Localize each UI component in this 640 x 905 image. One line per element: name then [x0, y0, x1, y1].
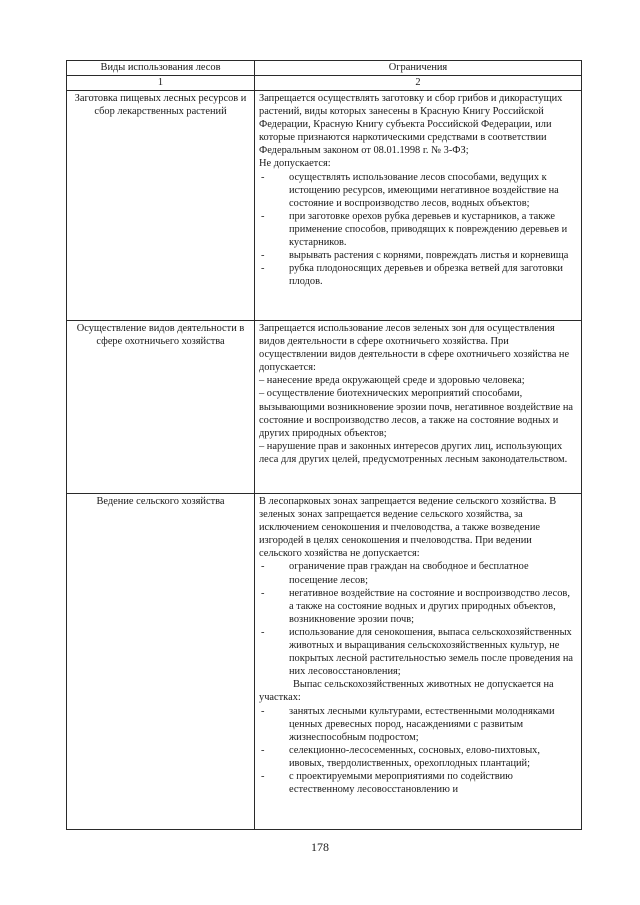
list-item-text: занятых лесными культурами, естественными молодняками ценных древесных пород, насаждениями с развитым жизнеспособным подростом;: [289, 705, 555, 743]
restriction-text: В лесопарковых зонах запрещается ведение сельского хозяйства. В зеленых зонах запрещается ведение сельского хозяйства, за исключением сенокошения и пчеловодства, а также возведение изгородей в целях сенокошения и пчеловодства. При ведении сельского хозяйства не допускается:: [259, 496, 557, 560]
restriction-text: Не допускается:: [259, 158, 331, 170]
list-item-text: негативное воздействие на состояние и воспроизводство лесов, а также на состояние водных и других природных объектов, возникновение эрозии почв;: [289, 587, 570, 625]
dash-marker: -: [261, 171, 265, 183]
list-item: [259, 210, 577, 249]
table-row: [67, 321, 582, 494]
dash-marker: -: [261, 626, 265, 638]
restriction-text: Запрещается осуществлять заготовку и сбор грибов и дикорастущих растений, виды которых занесены в Красную Книгу Российской Федерации, Красную Книгу субъекта Российской Федерации, или которые признаются наркотическими средствами в соответствии Федеральным законом от 08.01.1998 г. № 3-ФЗ;: [259, 93, 563, 157]
restrictions-cell: [255, 494, 582, 830]
list-item: [259, 705, 577, 744]
dash-marker: -: [261, 210, 265, 222]
forest-use-cell: Ведение сельского хозяйства: [67, 494, 255, 830]
restriction-text: – нарушение прав и законных интересов других лиц, использующих леса для других целей, предусмотренных лесным законодательством.: [259, 440, 568, 465]
list-item-text: при заготовке орехов рубка деревьев и кустарников, а также применение способов, приводящих к повреждению деревьев и кустарников.: [289, 210, 568, 249]
restriction-text: – осуществление биотехнических мероприятий способами, вызывающими возникновение эрозии почв, негативное воздействие на состояние и воспроизводство лесов, а также на состояние водных и других природных объектов;: [259, 388, 574, 439]
list-item: [259, 171, 577, 210]
header-col-restrictions: Ограничения: [255, 61, 582, 76]
dash-marker: -: [261, 770, 265, 782]
list-item-text: селекционно-лесосеменных, сосновых, елово-пихтовых, ивовых, твердолиственных, орехоплодных плантаций;: [289, 744, 540, 769]
restrictions-cell: [255, 91, 582, 321]
list-item-text: рубка плодоносящих деревьев и обрезка ветвей для заготовки плодов.: [289, 263, 563, 288]
restriction-text: Выпас сельскохозяйственных животных не допускается на участках:: [259, 679, 554, 704]
forest-use-cell: Осуществление видов деятельности в сфере охотничьего хозяйства: [67, 321, 255, 494]
list-item: [259, 587, 577, 626]
page-number: 178: [311, 840, 329, 854]
header-col-use: Виды использования лесов: [67, 61, 255, 76]
number-col-1: 1: [67, 76, 255, 91]
list-item: [259, 262, 577, 288]
restrictions-table: [66, 60, 582, 830]
restriction-text: – нанесение вреда окружающей среде и здоровью человека;: [259, 375, 525, 387]
dash-marker: -: [261, 263, 265, 275]
restriction-text: Запрещается использование лесов зеленых зон для осуществления видов деятельности в сфере охотничьего хозяйства. При осуществлении видов деятельности в сфере охотничьего хозяйства не допускается:: [259, 323, 570, 374]
dash-marker: -: [261, 744, 265, 756]
restrictions-cell: [255, 321, 582, 494]
list-item: [259, 249, 577, 262]
list-item-text: использование для сенокошения, выпаса сельскохозяйственных животных и выращивания сельскохозяйственных культур, не покрытых лесной растительностью земель после проведения на них лесовосстановления;: [289, 626, 574, 678]
dash-marker: -: [261, 561, 265, 573]
list-item-text: осуществлять использование лесов способами, ведущих к истощению ресурсов, имеющими негативное воздействие на состояние и воспроизводство лесов, водных объектов;: [289, 171, 559, 209]
list-item-text: ограничение прав граждан на свободное и бесплатное посещение лесов;: [289, 561, 529, 586]
forest-use-cell: Заготовка пищевых лесных ресурсов и сбор лекарственных растений: [67, 91, 255, 321]
list-item: [259, 770, 577, 796]
dash-marker: -: [261, 705, 265, 717]
list-item: [259, 560, 577, 586]
table-row: [67, 91, 582, 321]
list-item: [259, 626, 577, 678]
list-item: [259, 744, 577, 770]
list-item-text: с проектируемыми мероприятиями по содействию естественному лесовосстановлению и: [289, 770, 513, 796]
number-col-2: 2: [255, 76, 582, 91]
list-item-text: вырывать растения с корнями, повреждать листья и корневища: [289, 250, 569, 262]
dash-marker: -: [261, 250, 265, 262]
dash-marker: -: [261, 587, 265, 599]
table-numbering-row: [67, 76, 582, 91]
table-header-row: [67, 61, 582, 76]
table-row: [67, 494, 582, 830]
